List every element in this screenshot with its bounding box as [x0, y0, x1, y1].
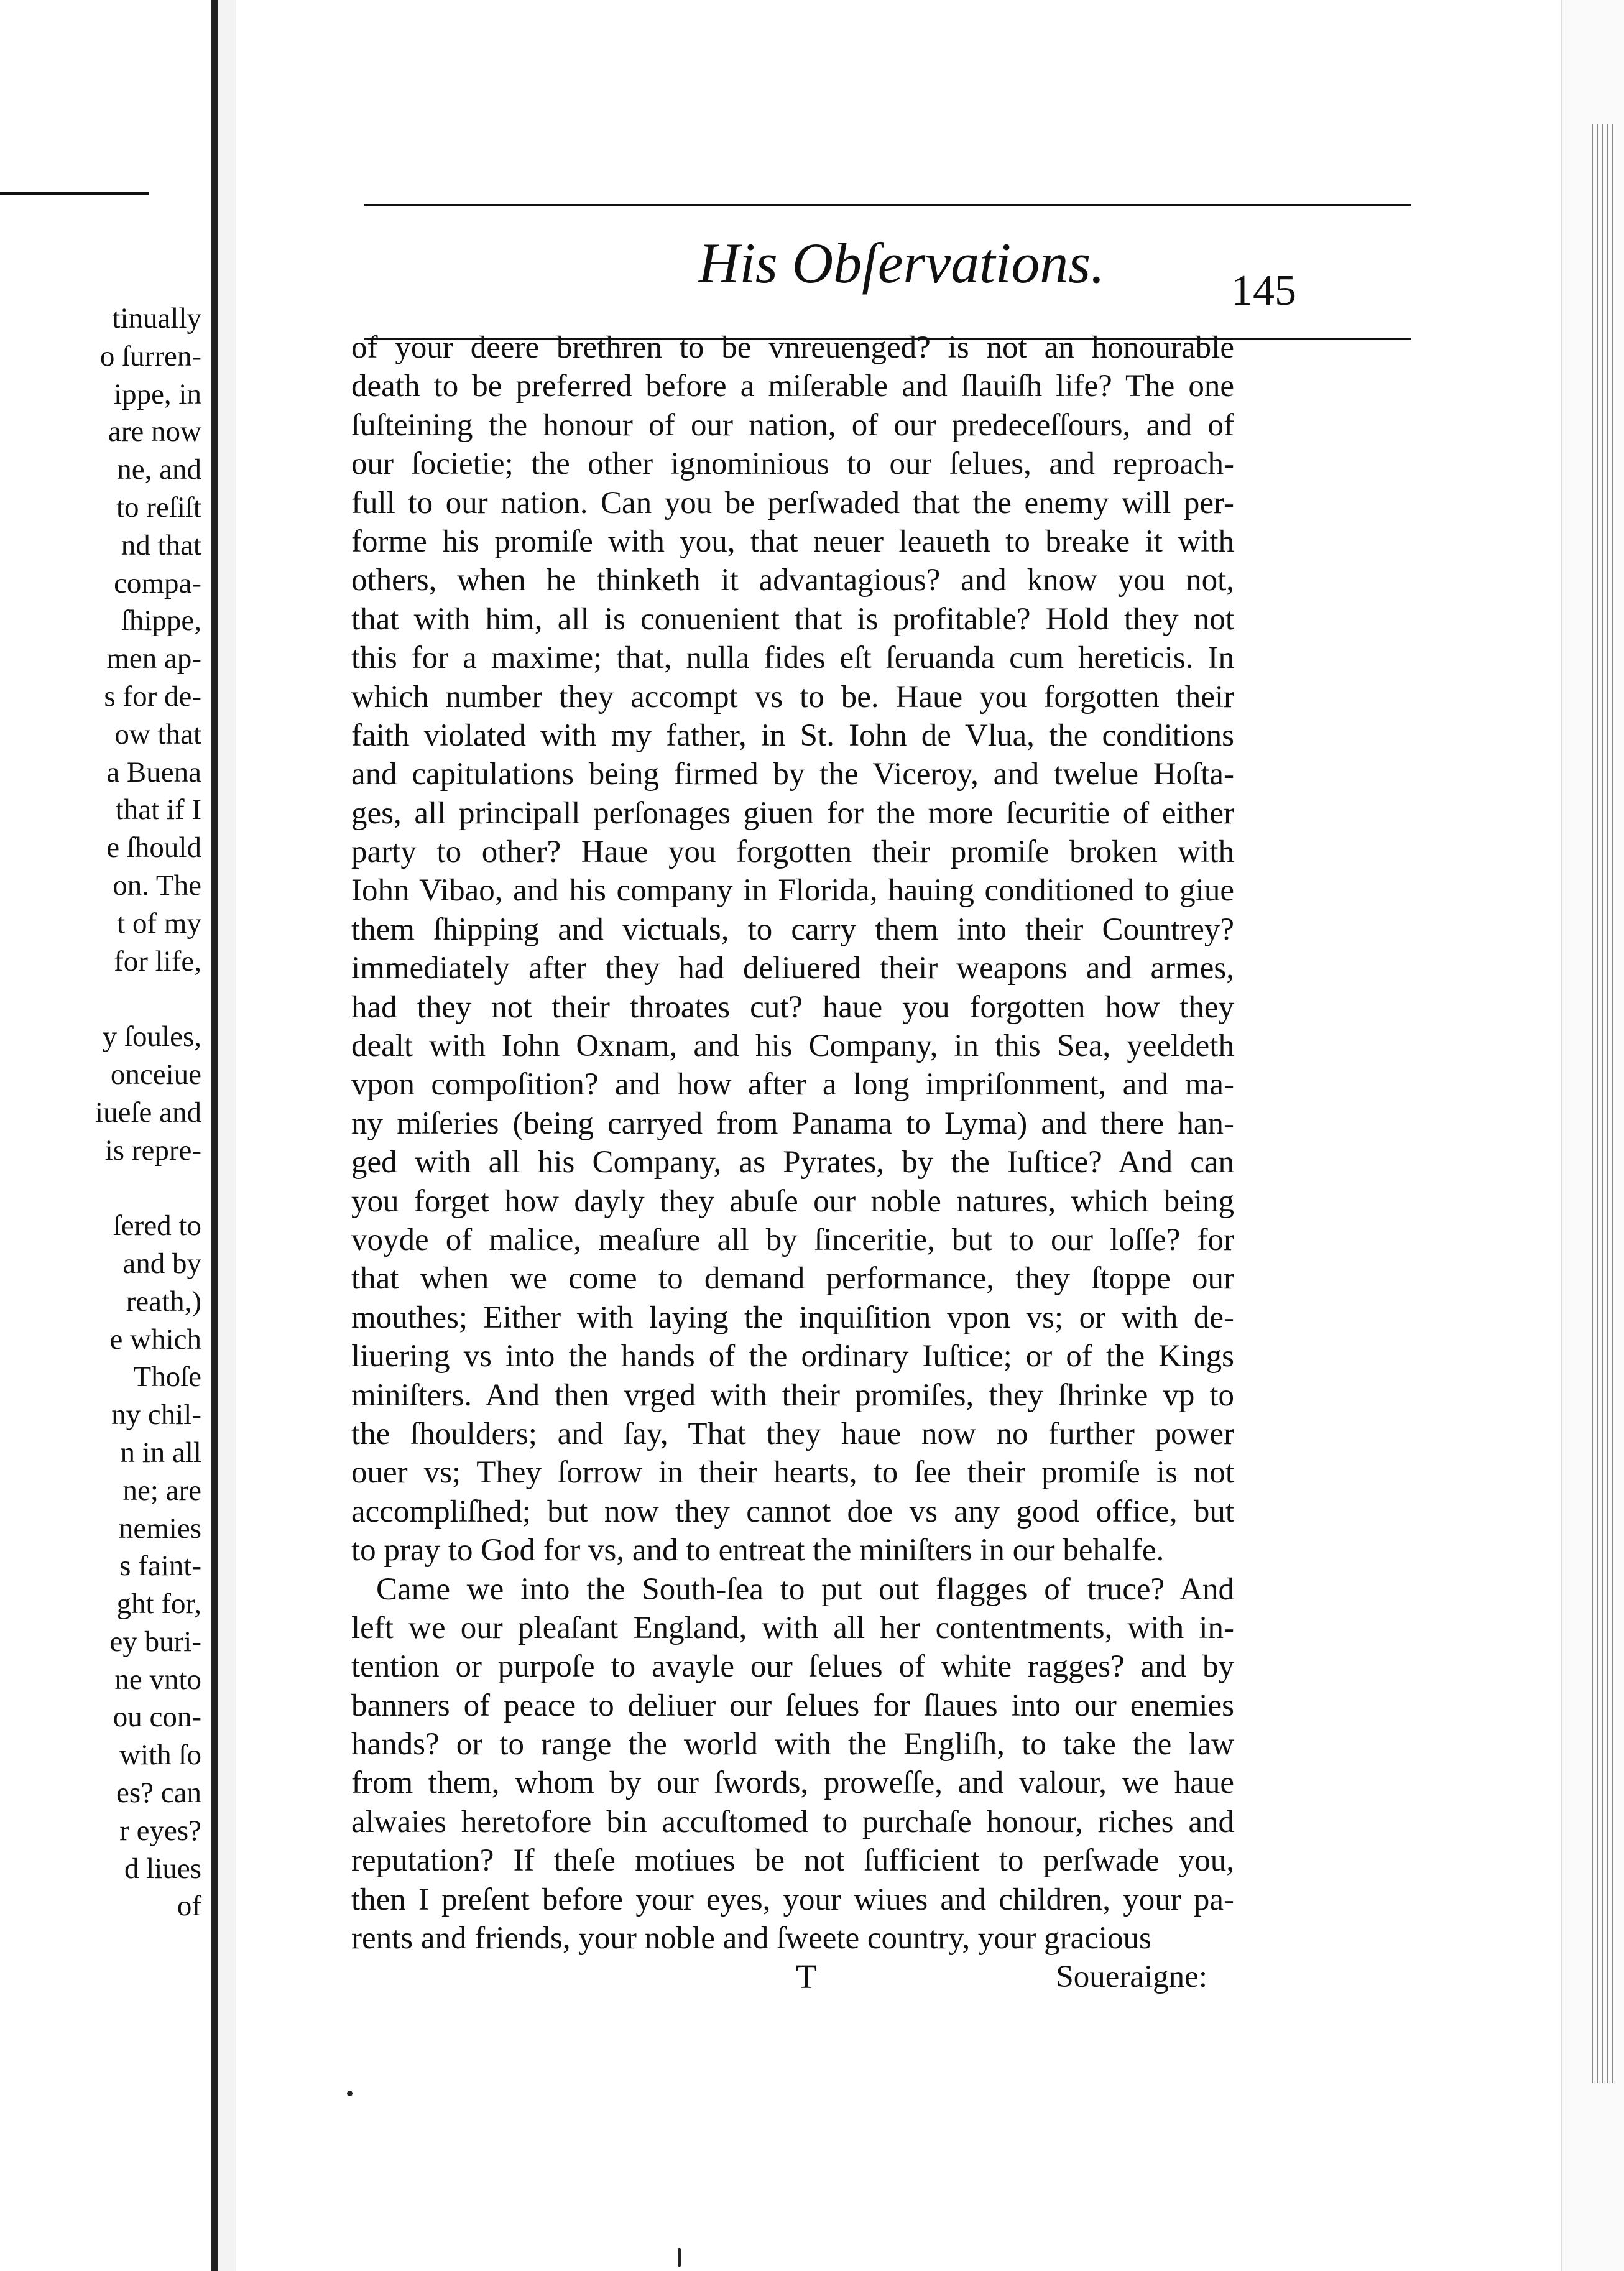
left-page-line: ne, and	[117, 453, 201, 486]
text-line: death to be preferred before a miſerable and ſlauiſh life? The one	[351, 369, 1234, 404]
left-page-line: and by	[122, 1247, 201, 1280]
text-line: tention or purpoſe to avayle our ſelues of white ragges? and by	[351, 1649, 1234, 1685]
left-page-line: s faint-	[119, 1550, 201, 1583]
text-line: that with him, all is conuenient that is profitable? Hold they not	[351, 601, 1234, 637]
text-line: them ſhipping and victuals, to carry them into their Countrey?	[351, 912, 1234, 947]
text-line: others, when he thinketh it advantagious? and know you not,	[351, 563, 1234, 598]
left-page-line: compa-	[114, 567, 201, 599]
left-page-rule	[0, 192, 149, 195]
left-facing-page	[0, 0, 218, 2271]
page-number: 145	[1231, 267, 1296, 315]
text-line: from them, whom by our ſwords, proweſſe, and valour, we haue	[351, 1765, 1234, 1801]
left-page-line: iueſe and	[95, 1096, 201, 1129]
left-page-line: s for de-	[104, 680, 201, 713]
left-page-line: are now	[108, 415, 201, 448]
text-line: banners of peace to deliuer our ſelues for ſlaues into our enemies	[351, 1688, 1234, 1723]
text-line: rents and friends, your noble and ſweete country, your gracious	[351, 1921, 1151, 1956]
left-page-line: nemies	[118, 1512, 201, 1545]
left-page-line: e ſhould	[106, 831, 201, 864]
left-page-line: ny chil-	[111, 1399, 201, 1432]
left-page-line: ey buri-	[109, 1625, 201, 1658]
body-text	[351, 328, 1234, 1958]
left-page-line: ne vnto	[114, 1663, 201, 1696]
text-line: accompliſhed; but now they cannot doe vs any good office, but	[351, 1494, 1234, 1529]
text-line: liuering vs into the hands of the ordinary Iuſtice; or of the Kings	[351, 1339, 1234, 1374]
book-gutter	[218, 0, 236, 2271]
page-edge-lines	[1592, 124, 1617, 2083]
text-line: immediately after they had deliuered their weapons and armes,	[351, 951, 1234, 986]
left-page-line: with ſo	[119, 1739, 201, 1772]
text-line: you forget how dayly they abuſe our noble natures, which being	[351, 1183, 1234, 1219]
left-page-line: a Buena	[106, 756, 201, 789]
left-page-line: nd that	[121, 529, 201, 562]
text-line: Iohn Vibao, and his company in Florida, hauing conditioned to giue	[351, 873, 1234, 909]
left-page-line: that if I	[115, 793, 201, 826]
left-page-line: o ſurren-	[99, 340, 201, 372]
left-page-line: r eyes?	[119, 1814, 201, 1847]
text-line: of your deere brethren to be vnreuenged? is not an honourable	[351, 330, 1234, 365]
left-page-line: n in all	[120, 1436, 201, 1469]
text-line: hands? or to range the world with the Engliſh, to take the law	[351, 1727, 1234, 1762]
left-page-line: on. The	[113, 869, 201, 902]
left-page-line: es? can	[116, 1777, 201, 1810]
left-page-line: of	[177, 1890, 201, 1923]
left-page-line: for life,	[114, 945, 201, 978]
text-line: ged with all his Company, as Pyrates, by the Iuſtice? And can	[351, 1145, 1234, 1180]
running-head: His Obſervations.	[698, 231, 1105, 295]
text-line: the ſhoulders; and ſay, That they haue now no further power	[351, 1416, 1234, 1451]
text-line: left we our pleaſant England, with all her contentments, with in-	[351, 1610, 1234, 1645]
left-page-line	[95, 1169, 201, 1207]
text-line: ges, all principall perſonages giuen for the more ſecuritie of either	[351, 795, 1234, 831]
text-line: vpon compoſition? and how after a long impriſonment, and ma-	[351, 1067, 1234, 1103]
text-line: that when we come to demand performance, they ſtoppe our	[351, 1261, 1234, 1297]
ink-speck	[678, 2248, 681, 2267]
text-line: forme his promiſe with you, that neuer leaueth to breake it with	[351, 524, 1234, 559]
left-page-line: e which	[109, 1323, 201, 1356]
text-line: ny miſeries (being carryed from Panama to Lyma) and there han-	[351, 1106, 1234, 1141]
text-line: then I preſent before your eyes, your wiues and children, your pa-	[351, 1882, 1234, 1917]
left-page-line: reath,)	[126, 1285, 201, 1318]
text-line: full to our nation. Can you be perſwaded that the enemy will per-	[351, 485, 1234, 520]
left-page-line: t of my	[117, 907, 201, 940]
signature-mark: T	[796, 1958, 817, 1996]
text-line: our ſocietie; the other ignominious to our ſelues, and reproach-	[351, 446, 1234, 482]
text-line: this for a maxime; that, nulla fides eſt ſeruanda cum hereticis. In	[351, 641, 1234, 676]
text-line: which number they accompt vs to be. Haue you forgotten their	[351, 679, 1234, 715]
catchword: Soueraigne:	[1056, 1959, 1207, 1994]
left-page-line: Thoſe	[133, 1361, 201, 1394]
text-line: party to other? Haue you forgotten their promiſe broken with	[351, 835, 1234, 870]
left-page-line: ippe, in	[114, 377, 201, 410]
left-page-line: tinually	[112, 302, 201, 335]
ink-speck	[347, 2091, 353, 2096]
left-page-line	[95, 980, 201, 1018]
left-page-text	[95, 300, 201, 1925]
left-page-line: ou con-	[113, 1701, 201, 1734]
text-line: Came we into the South-ſea to put out flagges of truce? And	[376, 1571, 1234, 1607]
text-line: to pray to God for vs, and to entreat the miniſters in our behalfe.	[351, 1533, 1165, 1568]
top-rule	[364, 204, 1411, 206]
left-page-line: d liues	[124, 1852, 201, 1885]
left-page-line: men ap-	[106, 642, 201, 675]
text-line: faith violated with my father, in St. Iohn de Vlua, the conditions	[351, 718, 1234, 753]
left-page-line: ſhippe,	[121, 604, 201, 637]
text-line: alwaies heretofore bin accuſtomed to purchaſe honour, riches and	[351, 1804, 1234, 1839]
left-page-line: is repre-	[104, 1134, 201, 1167]
text-line: miniſters. And then vrged with their promiſes, they ſhrinke vp to	[351, 1377, 1234, 1413]
text-line: mouthes; Either with laying the inquiſition vpon vs; or with de-	[351, 1300, 1234, 1335]
left-page-line: ow that	[114, 718, 201, 751]
text-line: had they not their throates cut? haue you forgotten how they	[351, 989, 1234, 1025]
left-page-line: ne; are	[122, 1474, 201, 1507]
text-line: ſuſteining the honour of our nation, of our predeceſſours, and of	[351, 407, 1234, 443]
left-page-line: to reſiſt	[116, 491, 201, 524]
left-page-line: y ſoules,	[102, 1020, 201, 1053]
left-page-line: ſered to	[113, 1210, 201, 1242]
text-line: and capitulations being firmed by the Viceroy, and twelue Hoſta-	[351, 757, 1234, 792]
text-line: voyde of malice, meaſure all by ſinceritie, but to our loſſe? for	[351, 1222, 1234, 1257]
text-line: reputation? If theſe motiues be not ſufficient to perſwade you,	[351, 1843, 1234, 1879]
left-page-line: onceiue	[110, 1058, 201, 1091]
text-line: ouer vs; They ſorrow in their hearts, to ſee their promiſe is not	[351, 1455, 1234, 1491]
left-page-line: ght for,	[116, 1588, 201, 1621]
text-line: dealt with Iohn Oxnam, and his Company, in this Sea, yeeldeth	[351, 1029, 1234, 1064]
